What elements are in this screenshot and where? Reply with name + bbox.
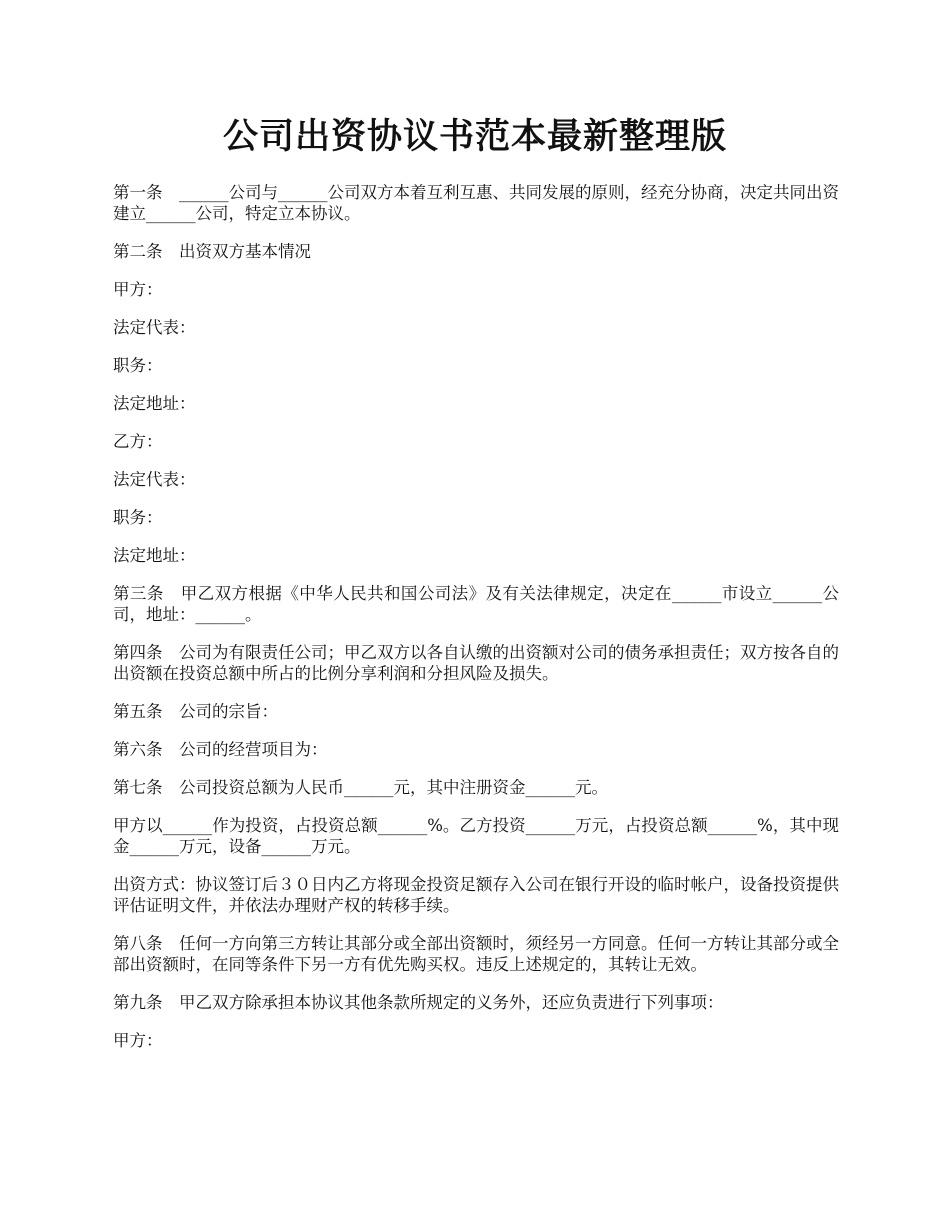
contribution-method-paragraph: 出资方式：协议签订后３０日内乙方将现金投资足额存入公司在银行开设的临时帐户，设备投资提供评估证明文件，并依法办理财产权的转移手续。 (113, 875, 839, 915)
article-6-paragraph: 第六条 公司的经营项目为： (113, 740, 328, 759)
party-a-position: 职务： (113, 356, 163, 375)
document-title: 公司出资协议书范本最新整理版 (222, 116, 727, 157)
investment-split-paragraph: 甲方以______作为投资，占投资总额______%。乙方投资______万元，占投资总额______%，其中现金______万元，设备______万元。 (113, 816, 839, 856)
article-9-paragraph: 第九条 甲乙双方除承担本协议其他条款所规定的义务外，还应负责进行下列事项： (113, 993, 724, 1012)
article-8-paragraph: 第八条 任何一方向第三方转让其部分或全部出资额时，须经另一方同意。任何一方转让其部分或全部出资额时，在同等条件下另一方有优先购买权。违反上述规定的，其转让无效。 (113, 934, 839, 974)
party-a-legal-representative: 法定代表： (113, 318, 196, 337)
party-a-legal-address: 法定地址： (113, 394, 196, 413)
party-b-label: 乙方： (113, 432, 163, 451)
article-9-party-a-label: 甲方： (113, 1031, 163, 1050)
article-4-paragraph: 第四条 公司为有限责任公司；甲乙双方以各自认缴的出资额对公司的债务承担责任；双方按各自的出资额在投资总额中所占的比例分享利润和分担风险及损失。 (113, 643, 839, 683)
party-a-label: 甲方： (113, 280, 163, 299)
article-2-heading: 第二条 出资双方基本情况 (113, 242, 311, 261)
article-5-paragraph: 第五条 公司的宗旨： (113, 702, 278, 721)
party-b-legal-address: 法定地址： (113, 546, 196, 565)
party-b-legal-representative: 法定代表： (113, 470, 196, 489)
party-b-position: 职务： (113, 508, 163, 527)
article-7-paragraph: 第七条 公司投资总额为人民币______元，其中注册资金______元。 (113, 778, 608, 797)
document-body (113, 182, 839, 1068)
article-3-paragraph: 第三条 甲乙双方根据《中华人民共和国公司法》及有关法律规定，决定在______市设立______公司，地址：______。 (113, 584, 839, 624)
article-1-paragraph: 第一条 ______公司与______公司双方本着互利互惠、共同发展的原则，经充分协商，决定共同出资建立______公司，特定立本协议。 (113, 183, 839, 223)
